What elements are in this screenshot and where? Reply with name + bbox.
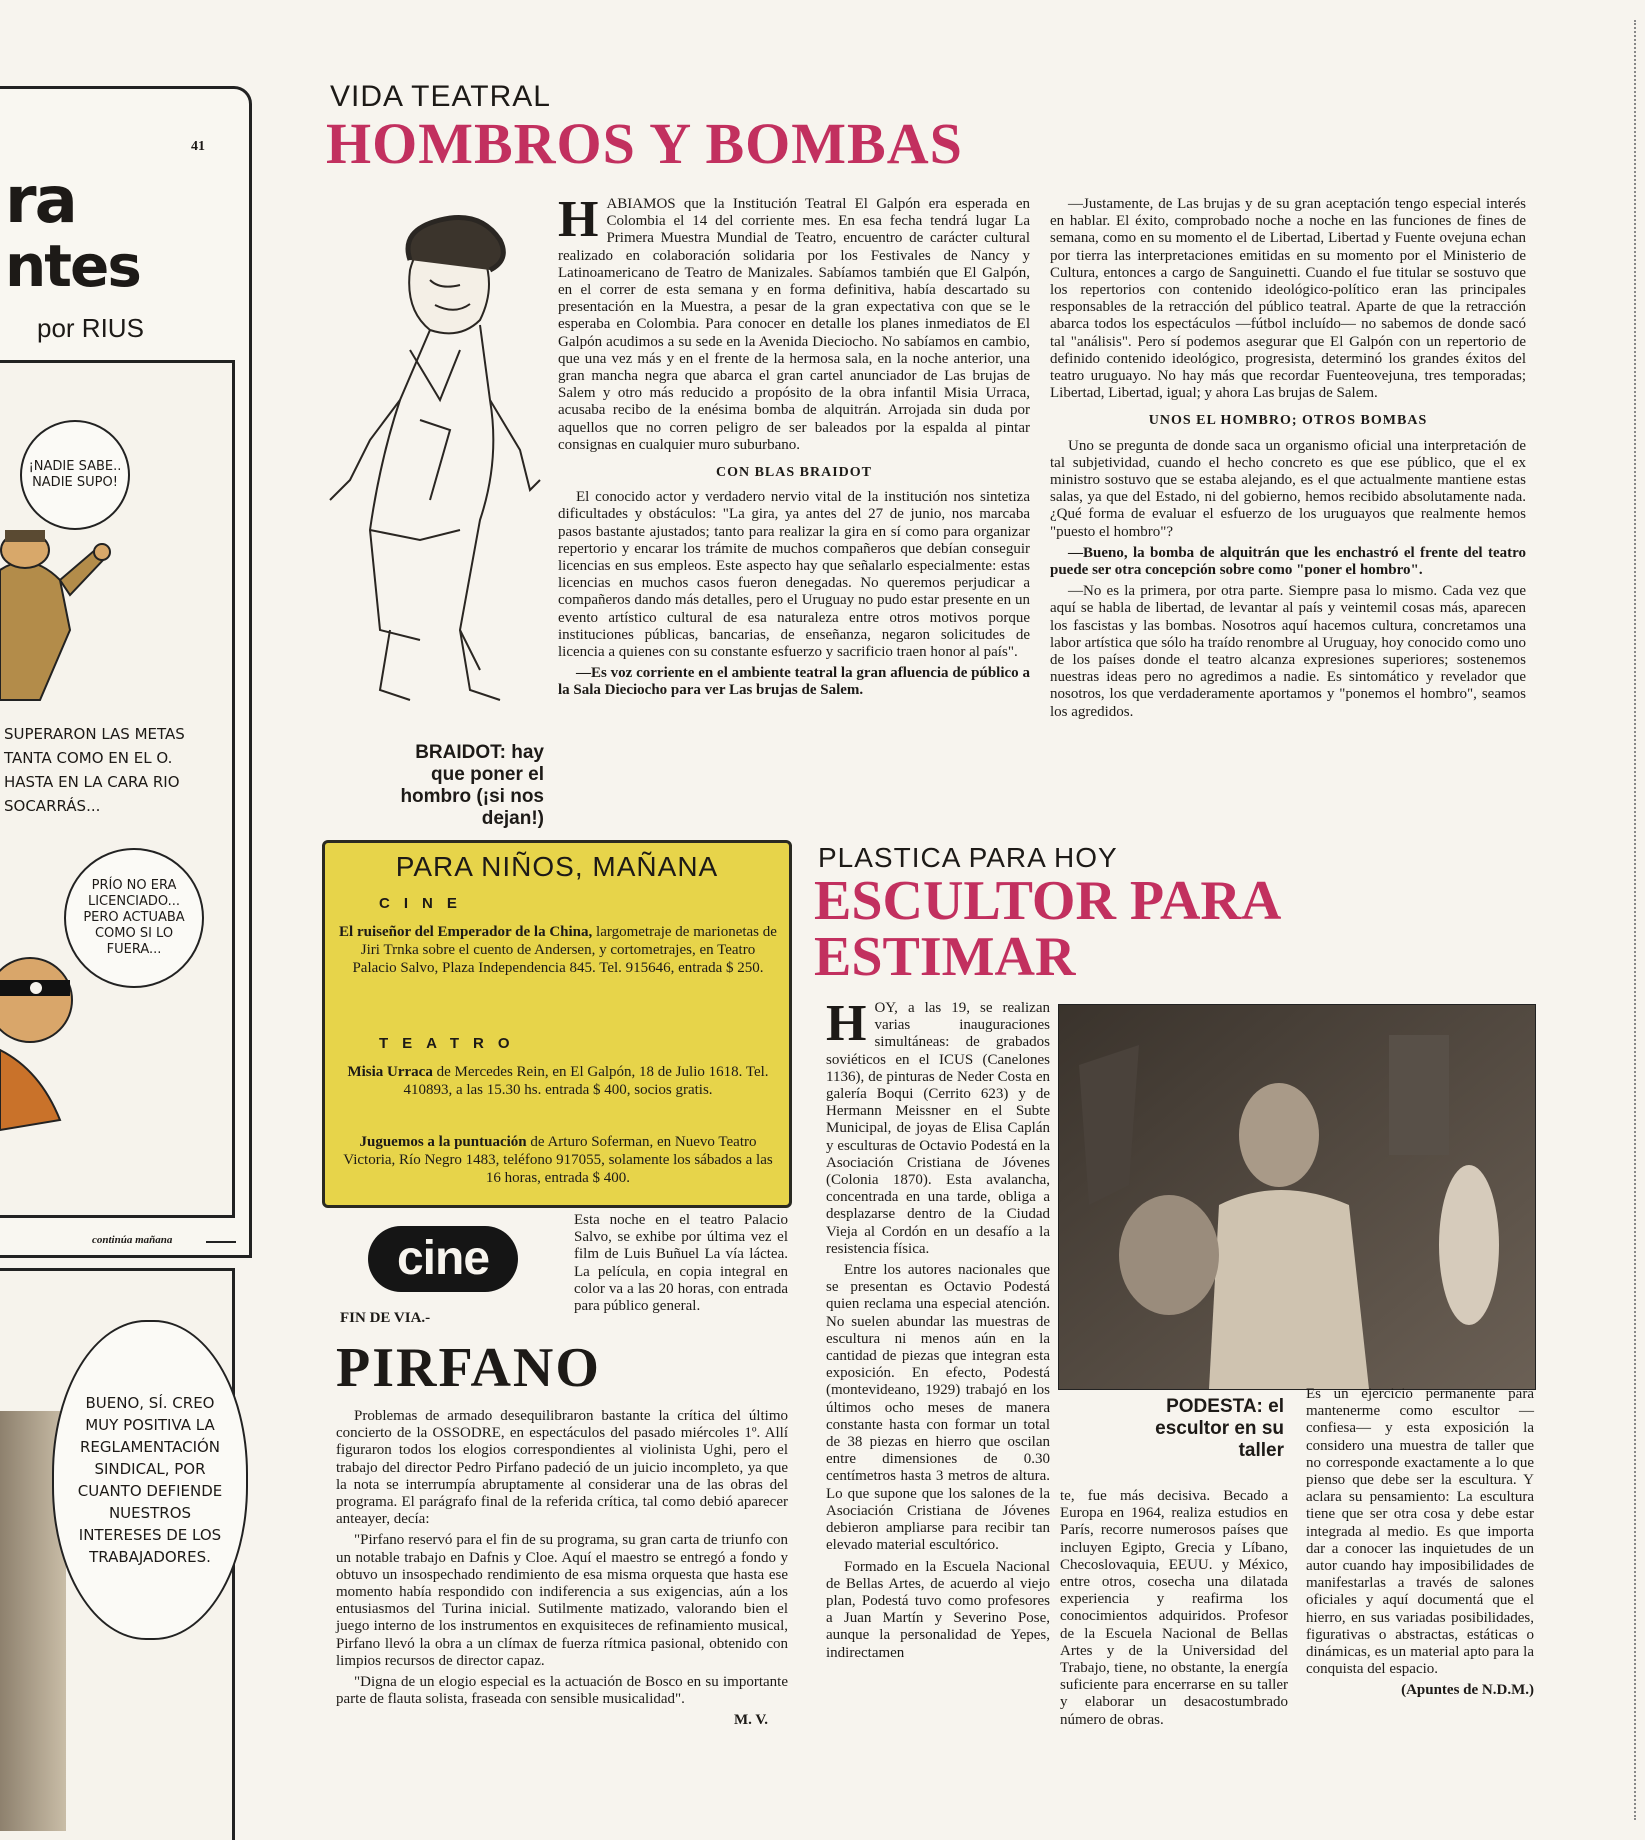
kids-play1-entry [339,1063,777,1099]
comic-title-line1: ra [5,164,76,238]
page-number: 41 [191,139,205,154]
comic-continues: continúa mañana [92,1234,173,1246]
plastica-col1-p3: Formado en la Escuela Nacional de Bellas Artes, de acuerdo al viejo plan, Podestá tuvo como profesores a Juan Martín y Severino Pose, aunque la personalidad de Yepes, indirectamen [826,1558,1050,1661]
pirfano-p2: "Pirfano reservó para el fin de su programa, su gran carta de triunfo con un notable trabajo en Dafnis y Cloe. Aquí el maestro se entregó a fondo y obtuvo un insospechado rendimiento de esa misma orquesta que hasta ese momento había respondido con indiferencia a sus exigencias, aún a los entusiasmos del Turina inicial. Sutilmente matizado, valorando bien el juego interno de los instrumentos en exquisiteces de refinamiento musical, Pirfano llevó la obra a un clímax de fuerza rítmica pasional, obtenido con limpios recursos de director capaz. [336,1532,788,1669]
plastica-signature: (Apuntes de N.D.M.) [1401,1682,1534,1699]
kids-heading: PARA NIÑOS, MAÑANA [395,851,719,882]
kids-play1-text: de Mercedes Rein, en El Galpón, 18 de Julio 1618. Tel. 410893, a las 15.30 hs. entrada $ 400, socios gratis. [403,1064,769,1098]
theatre-kicker: VIDA TEATRAL [330,80,551,113]
cine-logo [368,1226,518,1292]
kids-play2-entry [339,1133,777,1187]
comic-character-masked [0,940,110,1140]
plastica-dropcap: H [826,995,867,1052]
plastica-col1-p2: Entre los autores nacionales que se presentan es Octavio Podestá quien reclama una especial atención. No suelen abundar las muestras de escultura ni menos aún en la cantidad de piezas que integran esta exposición. En efecto, Podestá (montevideano, 1929) trabajó en los últimos ocho meses de manera constante hasta con formar un total de 38 piezas en hierro que oscilan entre dimensiones de 0.30 centímetros hasta 3 metros de altura. Lo que supone que los salones de la Asociación Cristiana de Jóvenes debieron ampliarse para recibir tan elevado material escultórico. [826,1262,1050,1554]
comic-character-illustration [0,510,230,710]
cine-logo-text: cine [396,1232,490,1285]
plastica-column-2 [1060,1488,1288,1733]
theatre-column-2 [1050,196,1526,725]
plastica-col1-p1: OY, a las 19, se realizan varias inauguraciones simultáneas: de grabados soviéticos en el ICUS (Canelones 1136), de pinturas de Neder Costa en galería Boqui (Cerrito 623) y de Hermann Meissner en el Subte Municipal, de joyas de Elisa Caplán y esculturas de Octavio Podestá en la Asociación Cristiana de Jóvenes (Colonia 1870). Esta avalancha, concentrada en una tarde, obliga a desplazarse dentro de la Ciudad Vieja al Cordón en un desafío a la resistencia física. [826,1000,1050,1257]
cine-lead-label: FIN DE VIA.- [340,1310,431,1326]
kids-teatro-label: TEATRO [379,1035,524,1052]
kids-play2-text: de Arturo Soferman, en Nuevo Teatro Victoria, Río Negro 1483, teléfono 917055, solamente los sábados a las 16 horas, entrada $ 400. [343,1134,773,1186]
plastica-column-1 [826,995,1050,1666]
plastica-headline-line2: ESTIMAR [814,926,1076,988]
theatre-col1-lead [558,191,1030,454]
braidot-caricature [310,200,560,720]
kids-cine-text: largometraje de marionetas de Jiri Trnka sobre el cuento de Andersen, y cortometrajes, en Teatro Palacio Salvo, Plaza Independencia 845. Tel. 915646, entrada $ 250. [352,924,777,976]
pirfano-p3: "Digna de un elogio especial es la actuación de Bosco en su importante parte de flauta solista, fraseada con sensible musicalidad". [336,1674,788,1708]
comic-title-line2: ntes [5,232,140,300]
cine-column [574,1212,788,1315]
theatre-col1-p2: El conocido actor y verdadero nervio vital de la institución nos sintetiza dificultades y obstáculos: "La gira, ya antes del 27 de junio, nos marcaba pasos bastante ajustados; tanto para realizar la gira en sí como para organizar repertorio y encarar los trámite de muchos compañeros que debían conseguir licencias en sus empleos. Este aspecto hay que señalarlo especialmente: estas licencias en muchos casos fueron denegadas. No queremos perjudicar a compañeros dando más detalles, pero el Uruguay no pudo estar presente en un evento artístico cultural de esa naturaleza entre otros motivos porque instituciones públicas, bancarias, de enseñanza, negaron solicitudes de licencia a quienes con su constante esfuerzo y sacrificio traen honor al país". [558,489,1030,661]
theatre-col2-p3: —Bueno, la bomba de alquitrán que les enchastró el frente del teatro puede ser otra concepción sobre como "poner el hombro". [1050,544,1526,579]
pirfano-body [336,1408,788,1730]
plastica-col3-p1: Es un ejercicio permanente para mantenerme como escultor —confiesa— y esta exposición la considero una muestra de taller que no corresponde exactamente a lo que pienso que debe ser la escultura. Y aclara su pensamiento: La escultura tiene que ser otra cosa y debe estar integrada al medio. Es que importa dar a conocer las inquietudes de un autor cuando hay imposibilidades de manifestarlas a través de salones oficiales y aquí documentá que el hierro, en sus variadas posibilidades, figurativas o abstractas, estáticas o dinámicas, es un material apto para la conquista del espacio. [1306,1386,1534,1678]
braidot-caption: BRAIDOT: hay que poner el hombro (¡si nos dejan!) [400,742,544,829]
pirfano-headline: PIRFANO [336,1337,601,1399]
theatre-col1-subhead: CON BLAS BRAIDOT [715,465,873,481]
theatre-col1-p3: —Es voz corriente en el ambiente teatral la gran afluencia de público a la Sala Dieciocho para ver Las brujas de Salem. [558,665,1030,699]
kids-play1-title: Misia Urraca [347,1064,433,1080]
theatre-headline: HOMBROS Y BOMBAS [326,111,963,176]
plastica-kicker: PLASTICA PARA HOY [818,842,1118,873]
theatre-col1-p1: ABIAMOS que la Institución Teatral El Galpón era esperada en Colombia el 14 del corriente mes. En esa fecha tendrá lugar La Primera Muestra Mundial de Teatro, encuentro de carácter cultural realizado en colaboración solidaria por los Festivales de Nancy y Latinoamericano de Teatro de Manizales. Sabíamos también que El Galpón, en el correr de esta semana y en forma definitiva, había descartado su presentación en la Muestra, a pesar de la gran expectativa con que se le esperaba en Colombia. Para conocer en detalle los planes inmediatos de El Galpón acudimos a su sede en la Avenida Dieciocho. No sabíamos en cambio, que una vez más y en el frente de la hermosa sala, en la noche anterior, una gran mancha negra que abarca el gran cartel anunciador de Las brujas de Salem y otro más reducido a propósito de la obra infantil Misia Urraca, acusaba recibo de la enésima bomba de alquitrán. Arrojada sin duda por aquellos que no corren peligro de ser baleados por la espalda al pintar consignas en cualquier muro suburbano. [558,196,1030,453]
comic-balloon-3: BUENO, SÍ. CREO MUY POSITIVA LA REGLAMENTACIÓN SINDICAL, POR CUANTO DEFIENDE NUESTROS INTERESES DE LOS TRABAJADORES. [52,1320,248,1640]
theatre-col2-p4: —No es la primera, por otra parte. Siempre pasa lo mismo. Cada vez que aquí se habla de libertad, de levantar al país y veintemil cosas más, aparecen los fascistas y las bombas. Nosotros aquí hacemos cultura, concretamos una labor artística que sólo ha traído renombre al Uruguay, hoy conocido como uno de los países donde el teatro alcanza expresiones superiores; sostenemos nuestras ideas pero no agredimos a nadie. Es sintomático y revelador que nosotros, los que verdaderamente aportamos y "ponemos el hombro", seamos los agredidos. [1050,583,1526,720]
comic-balloon-1: ¡NADIE SABE.. NADIE SUPO! [20,420,130,530]
theatre-dropcap: H [558,191,599,248]
plastica-column-3 [1306,1386,1534,1700]
cine-lead [340,1310,540,1327]
plastica-col2-p1: te, fue más decisiva. Becado a Europa en 1964, realiza estudios en París, recorre numerosos países que incluyen Egipto, Grecia y Líbano, Checoslovaquia, EEUU. y México, entre otros, cosecha una dilatada experiencia y reafirma los conocimientos adquiridos. Profesor de la Escuela Nacional de Bellas Artes y de la Universidad del Trabajo, tiene, no obstante, la energía suficiente para encerrarse en su taller y elaborar un desacostumbrado número de obras. [1060,1488,1288,1728]
comic-balloon-2: PRÍO NO ERA LICENCIADO... PERO ACTUABA COMO SI LO FUERA... [64,848,204,988]
theatre-col2-p2: Uno se pregunta de donde saca un organismo oficial una interpretación de tal subjetividad, cuando el hecho concreto es que ese público, que el ex ministro sostuvo que se estaba alejando, es el que actualmente mantiene estas salas, ya que del Estado, ni del gobierno, hemos recibido absolutamente nada. ¿Qué forma de evaluar el esfuerzo de los uruguayos que realmente hemos "puesto el hombro"? [1050,437,1526,540]
theatre-col2-p1: —Justamente, de Las brujas y de su gran aceptación tengo especial interés en hablar. El éxito, comprobado noche a noche en las funciones de fines de semana, como en su momento el de Libertad, Libertad y Fuente ovejuna echan por tierra las interpretaciones emitidas en su momento por el Ministerio de Cultura, entonces a cargo de Sanguinetti. Cuando el fue titular se sostuvo que los repertorios con contenido ideológico-político eran las principales responsables de la retracción del público teatral. Aparte de que la retracción abarca todos los espectáculos —fútbol incluído— no sabemos de donde sacó tal "análisis". Pero sí podemos asegurar que El Galpón con un repertorio de definido contenido ideológico, progresista, determinó los grandes éxitos del teatro uruguayo. No hay más que recordar Fuenteovejuna, tres temporadas; Libertad, Libertad, igual; y ahora Las brujas de Salem. [1050,196,1526,402]
podesta-photo [1058,1004,1536,1390]
theatre-column-1 [558,191,1030,704]
theatre-col2-subhead: UNOS EL HOMBRO; OTROS BOMBAS [1148,413,1428,429]
plastica-headline-line1: ESCULTOR PARA [814,870,1282,932]
comic-panel-text: SUPERARON LAS METAS TANTA COMO EN EL O. HASTA EN LA CARA RIO SOCARRÁS... [4,725,185,815]
podesta-photo-figures [1059,1005,1535,1389]
plastica-col1-lead [826,995,1050,1258]
comic-byline: por RIUS [37,313,144,343]
pirfano-signature: M. V. [733,1712,768,1729]
kids-cine-title: El ruiseñor del Emperador de la China, [339,924,593,940]
podesta-caption: PODESTA: el escultor en su taller [1155,1396,1284,1461]
cine-lead-text: Esta noche en el teatro Palacio Salvo, se exhibe por última vez el film de Luis Buñuel La vía láctea. La película, en copia integral en color va a las 20 horas, con entrada para público general. [574,1212,788,1315]
kids-play2-title: Juguemos a la puntuación [359,1134,527,1150]
page-edge-dots [1634,20,1636,1820]
pirfano-p1: Problemas de armado desequilibraron bastante la crítica del último concierto de la OSSODRE, en espectáculos del pasado miércoles 1º. Allí figuraron todos los elogios correspondientes al violinista Ughi, pero el trabajo del director Pedro Pirfano padeció de un juicio incompleto, ya que la nota se interrumpía abruptamente al considerar una de las obras del programa. El parágrafo final de la referida crítica, tal como debió aparecer anteayer, decía: [336,1408,788,1528]
kids-cine-label: CINE [379,895,471,912]
comic-continues-line [206,1241,236,1243]
kids-listing-box [322,840,792,1208]
kids-cine-entry [339,923,777,977]
